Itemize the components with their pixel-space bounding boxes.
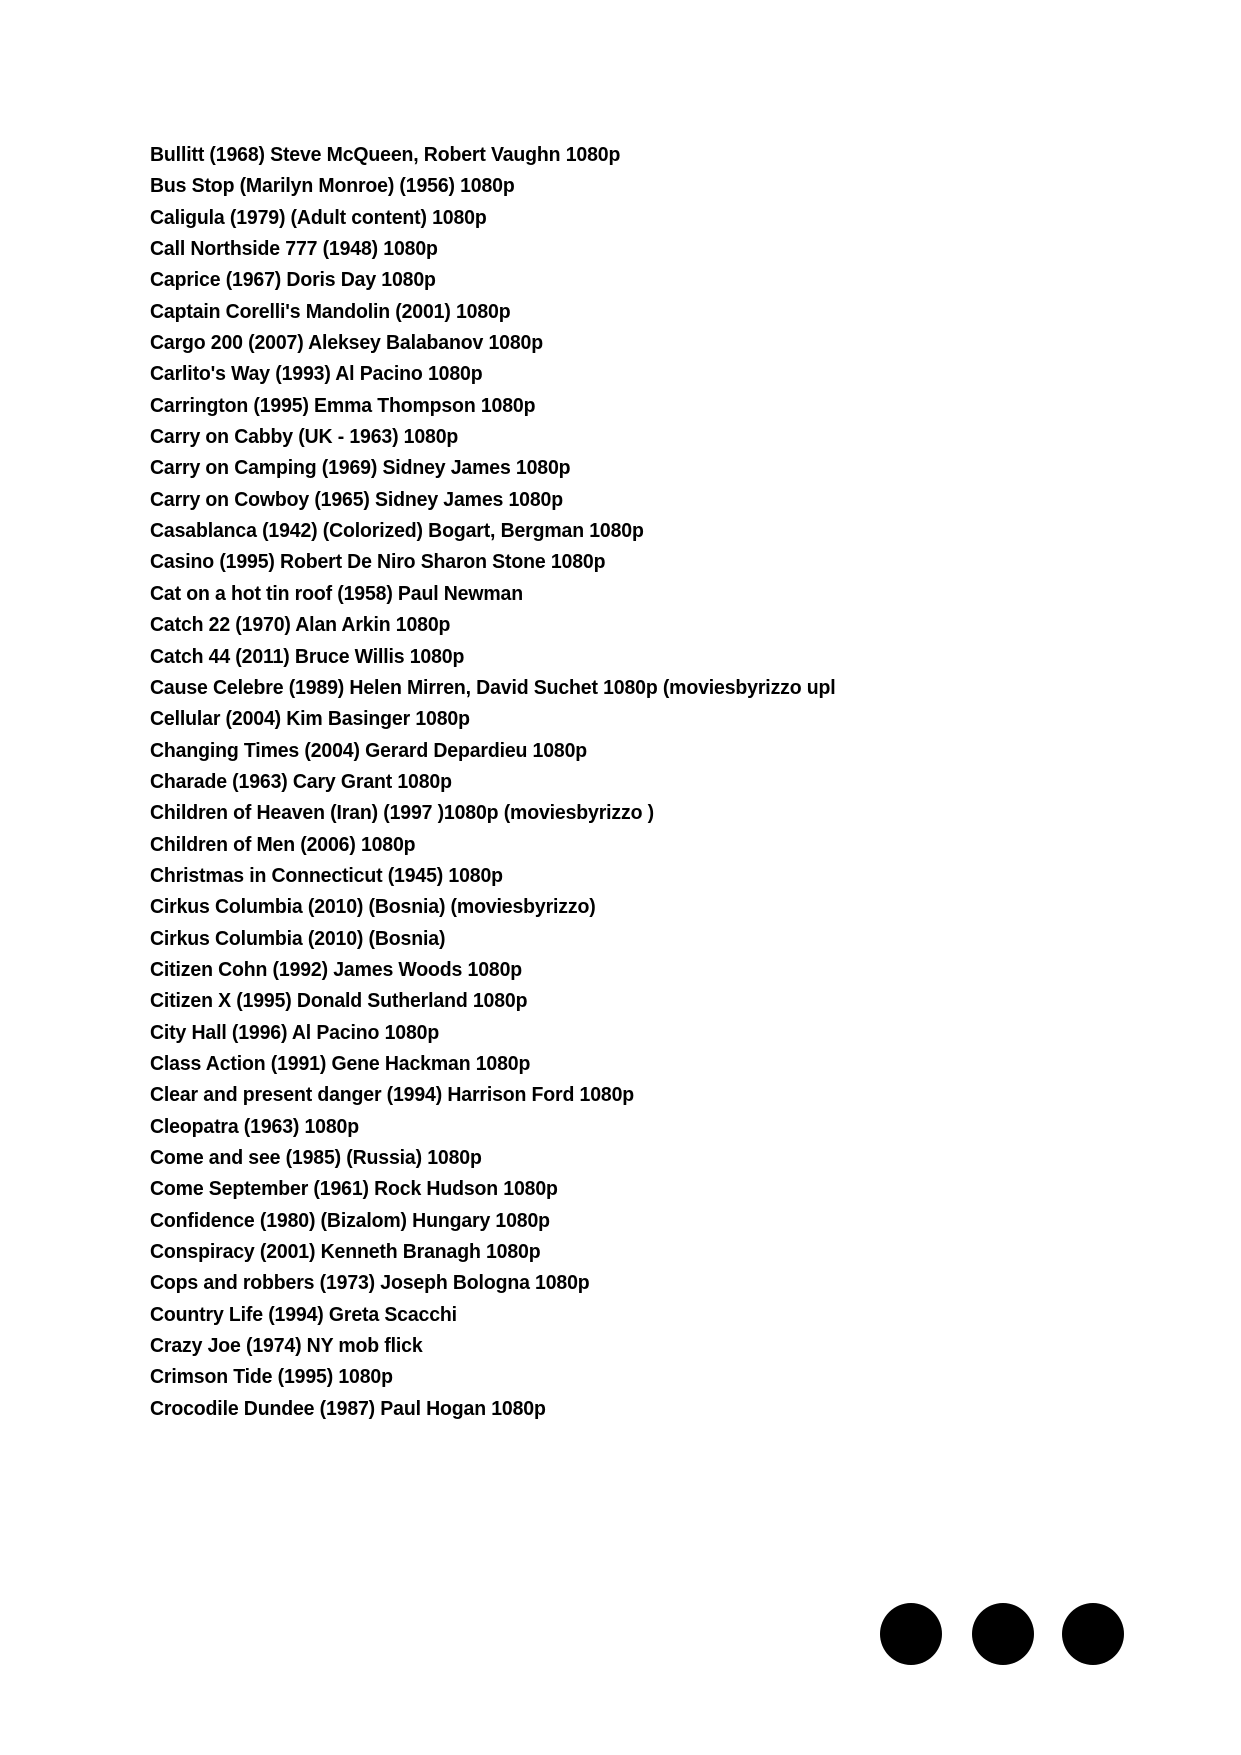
movie-list-item: Cargo 200 (2007) Aleksey Balabanov 1080p (150, 332, 543, 355)
movie-list-item: Clear and present danger (1994) Harrison Ford 1080p (150, 1084, 635, 1107)
movie-list-item: Children of Heaven (Iran) (1997 )1080p (moviesbyrizzo ) (150, 802, 654, 825)
movie-list-item: Cause Celebre (1989) Helen Mirren, David Suchet 1080p (moviesbyrizzo upl (150, 676, 836, 699)
movie-list-item: Cirkus Columbia (2010) (Bosnia) (150, 927, 446, 950)
movie-list-item: Crocodile Dundee (1987) Paul Hogan 1080p (150, 1397, 546, 1420)
movie-list-item: Charade (1963) Cary Grant 1080p (150, 770, 452, 793)
movie-list-item: Conspiracy (2001) Kenneth Branagh 1080p (150, 1241, 541, 1264)
movie-list-item: Casablanca (1942) (Colorized) Bogart, Bergman 1080p (150, 520, 644, 543)
movie-list-item: Crimson Tide (1995) 1080p (150, 1366, 393, 1389)
movie-list-item: Children of Men (2006) 1080p (150, 833, 416, 856)
movie-list-item: Cellular (2004) Kim Basinger 1080p (150, 708, 470, 731)
movie-list-item: Crazy Joe (1974) NY mob flick (150, 1335, 423, 1358)
movie-list-item: Catch 44 (2011) Bruce Willis 1080p (150, 645, 465, 668)
movie-list-item: Bus Stop (Marilyn Monroe) (1956) 1080p (150, 175, 515, 198)
movie-list-item: Call Northside 777 (1948) 1080p (150, 238, 438, 261)
movie-list-item: Carlito's Way (1993) Al Pacino 1080p (150, 363, 483, 386)
movie-list-item: Changing Times (2004) Gerard Depardieu 1080p (150, 739, 588, 762)
movie-list-item: Cleopatra (1963) 1080p (150, 1115, 359, 1138)
movie-list-item: City Hall (1996) Al Pacino 1080p (150, 1021, 440, 1044)
movie-list-item: Citizen Cohn (1992) James Woods 1080p (150, 958, 523, 981)
movie-list-item: Caprice (1967) Doris Day 1080p (150, 269, 436, 292)
movie-list-item: Come September (1961) Rock Hudson 1080p (150, 1178, 558, 1201)
movie-list-item: Cat on a hot tin roof (1958) Paul Newman (150, 582, 523, 605)
movie-title-list (150, 140, 1130, 1425)
movie-list-item: Caligula (1979) (Adult content) 1080p (150, 206, 487, 229)
movie-list-item: Carry on Cowboy (1965) Sidney James 1080p (150, 488, 563, 511)
movie-list-item: Come and see (1985) (Russia) 1080p (150, 1147, 482, 1169)
movie-list-item: Confidence (1980) (Bizalom) Hungary 1080p (150, 1209, 550, 1232)
circle-dot-icon (972, 1603, 1034, 1665)
movie-list-item: Country Life (1994) Greta Scacchi (150, 1303, 457, 1326)
movie-list-item: Cops and robbers (1973) Joseph Bologna 1080p (150, 1272, 590, 1295)
movie-list-item: Christmas in Connecticut (1945) 1080p (150, 864, 503, 887)
circle-dot-icon (1062, 1603, 1124, 1665)
decorative-dots-row (880, 1603, 1124, 1667)
movie-list-item: Carry on Camping (1969) Sidney James 1080p (150, 457, 571, 480)
movie-list-item: Carry on Cabby (UK - 1963) 1080p (150, 426, 459, 449)
movie-list-item: Captain Corelli's Mandolin (2001) 1080p (150, 300, 511, 323)
movie-list-item: Casino (1995) Robert De Niro Sharon Stone 1080p (150, 551, 606, 574)
movie-list-item: Citizen X (1995) Donald Sutherland 1080p (150, 990, 528, 1013)
movie-list-item: Cirkus Columbia (2010) (Bosnia) (moviesbyrizzo) (150, 896, 596, 919)
movie-list-item: Carrington (1995) Emma Thompson 1080p (150, 394, 536, 417)
circle-dot-icon (880, 1603, 942, 1665)
movie-list-item: Catch 22 (1970) Alan Arkin 1080p (150, 614, 451, 637)
movie-list-item: Bullitt (1968) Steve McQueen, Robert Vaughn 1080p (150, 144, 621, 166)
movie-list-item: Class Action (1991) Gene Hackman 1080p (150, 1052, 531, 1075)
